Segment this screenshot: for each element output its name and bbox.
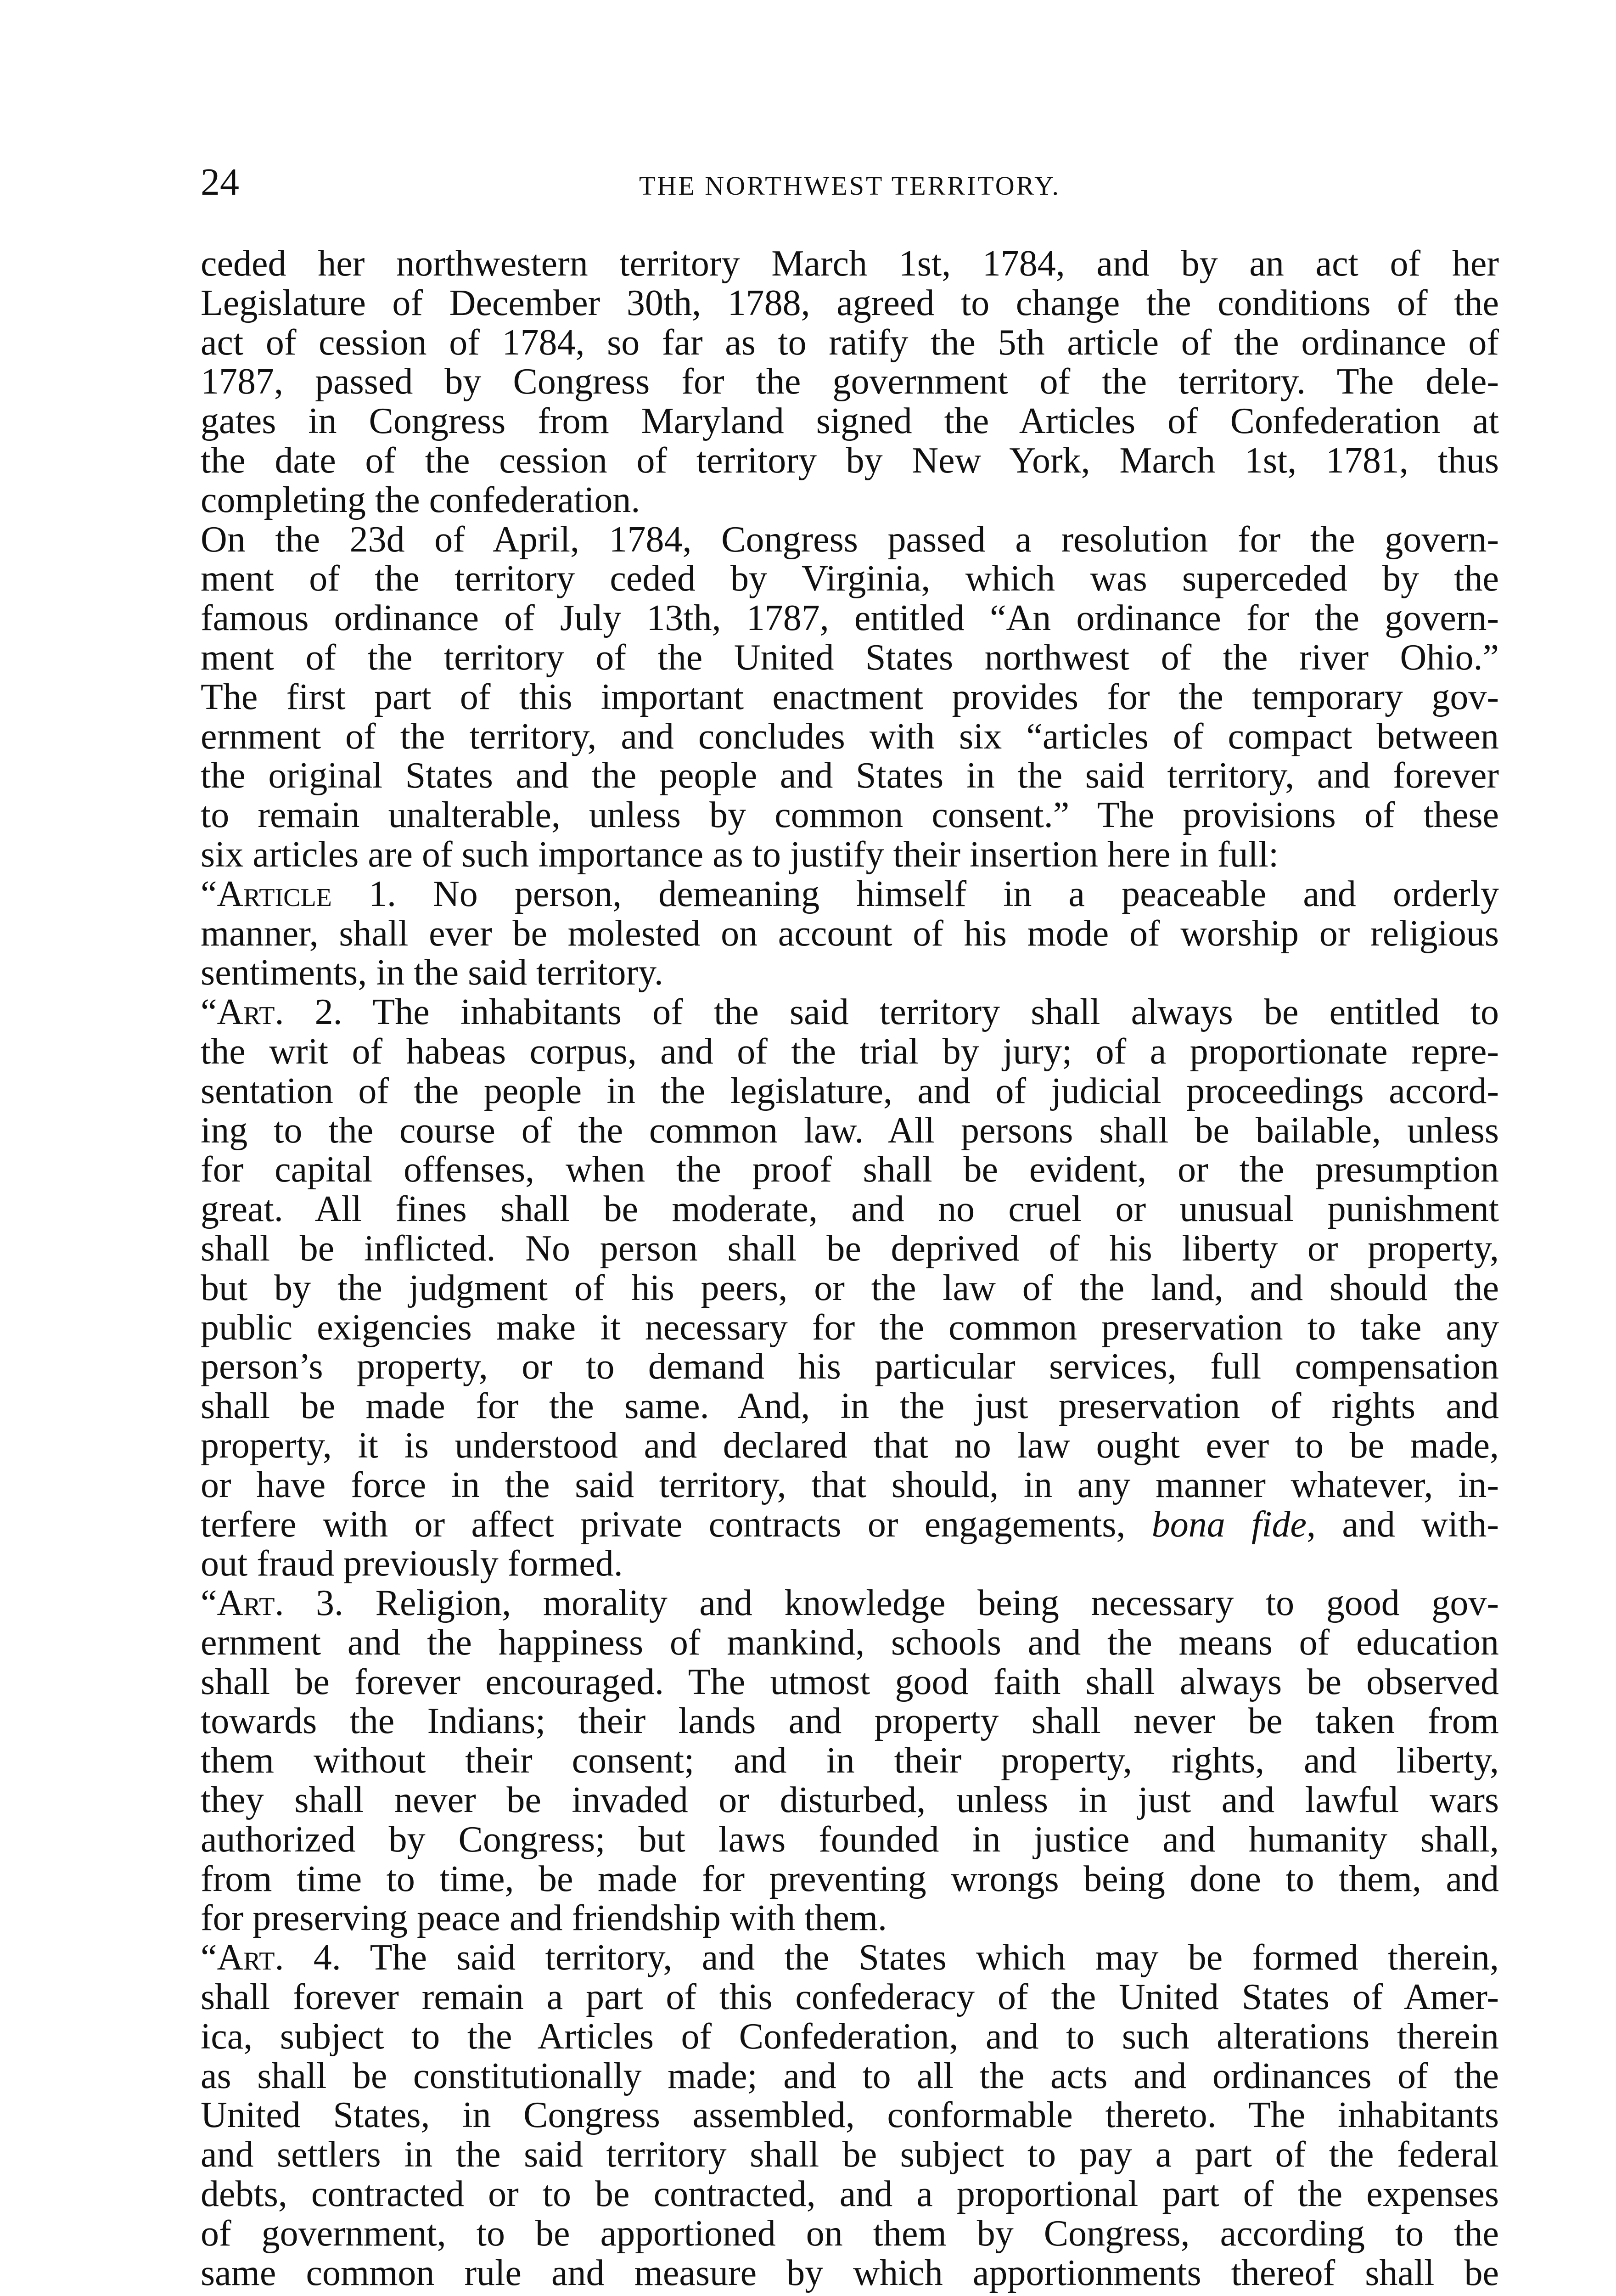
text-line [201, 520, 1499, 560]
text-line [201, 1623, 1499, 1663]
text-line [201, 1387, 1499, 1426]
text-line [201, 402, 1499, 441]
line-text: but by the judgment of his peers, or the law of the land, and should the [201, 1267, 1499, 1308]
article-heading: “Art. 4. [201, 1937, 341, 1978]
text-line [201, 1150, 1499, 1190]
line-text: No person, demeaning himself in a peaceable and orderly [396, 873, 1499, 914]
text-line [201, 1663, 1499, 1702]
text-line [201, 1860, 1499, 1899]
line-text: the writ of habeas corpus, and of the trial by jury; of a proportionate repre- [201, 1031, 1499, 1072]
text-line [201, 796, 1499, 835]
line-text: shall be inflicted. No person shall be deprived of his liberty or property, [201, 1228, 1499, 1269]
text-line [201, 717, 1499, 757]
line-text: the original States and the people and States in the said territory, and forever [201, 755, 1499, 796]
line-text: as shall be constitutionally made; and to all the acts and ordinances of the [201, 2055, 1499, 2096]
line-text: gates in Congress from Maryland signed the Articles of Confederation at [201, 401, 1499, 442]
text-line [201, 678, 1499, 717]
page-number: 24 [201, 161, 239, 203]
line-text: The first part of this important enactment provides for the temporary gov- [201, 676, 1499, 717]
line-text: ernment of the territory, and concludes with six “articles of compact between [201, 716, 1499, 757]
line-text: same common rule and measure by which apportionments thereof shall be [201, 2252, 1499, 2293]
line-text: terfere with or affect private contracts or engagements, [201, 1504, 1152, 1545]
text-line [201, 875, 1499, 914]
text-line [201, 1938, 1499, 1978]
line-text: to remain unalterable, unless by common consent.” The provisions of these [201, 795, 1499, 836]
text-line [201, 1899, 1499, 1938]
line-text: , and with- [1307, 1504, 1499, 1545]
text-line [201, 1269, 1499, 1308]
line-text: famous ordinance of July 13th, 1787, entitled “An ordinance for the govern- [201, 598, 1499, 639]
line-text: manner, shall ever be molested on account of his mode of worship or religious [201, 913, 1499, 954]
text-line [201, 2096, 1499, 2135]
line-text: The inhabitants of the said territory shall always be entitled to [342, 992, 1499, 1033]
text-line [201, 2135, 1499, 2175]
line-text: ing to the course of the common law. All persons shall be bailable, unless [201, 1110, 1499, 1151]
text-line [201, 441, 1499, 481]
line-text: act of cession of 1784, so far as to ratify the 5th article of the ordinance of [201, 322, 1499, 363]
text-line [201, 1505, 1499, 1545]
text-line [201, 2017, 1499, 2057]
text-line [201, 914, 1499, 954]
text-line [201, 993, 1499, 1032]
running-title: THE NORTHWEST TERRITORY. [639, 171, 1060, 201]
line-text: the date of the cession of territory by New York, March 1st, 1781, thus [201, 440, 1499, 481]
text-line [201, 835, 1499, 875]
line-text: United States, in Congress assembled, conformable thereto. The inhabitants [201, 2095, 1499, 2136]
line-text: six articles are of such importance as to justify their insertion here in full: [201, 834, 1279, 875]
text-line [201, 1111, 1499, 1151]
line-text: out fraud previously formed. [201, 1543, 623, 1584]
text-line [201, 1308, 1499, 1348]
line-text: debts, contracted or to be contracted, and a proportional part of the expenses [201, 2174, 1499, 2215]
text-line [201, 1820, 1499, 1860]
line-text: ica, subject to the Articles of Confederation, and to such alterations therein [201, 2016, 1499, 2057]
line-text: completing the confederation. [201, 479, 640, 520]
text-line [201, 284, 1499, 323]
text-line [201, 2254, 1499, 2293]
text-line [201, 1702, 1499, 1741]
text-line [201, 362, 1499, 402]
line-text: towards the Indians; their lands and property shall never be taken from [201, 1701, 1499, 1742]
line-text: ment of the territory of the United States northwest of the river Ohio.” [201, 637, 1499, 678]
text-line [201, 559, 1499, 599]
line-text: and settlers in the said territory shall be subject to pay a part of the federal [201, 2134, 1499, 2175]
line-text: ernment and the happiness of mankind, schools and the means of education [201, 1622, 1499, 1663]
line-text: sentiments, in the said territory. [201, 952, 663, 993]
text-line [201, 1978, 1499, 2017]
article-heading: “Art. 3. [201, 1583, 344, 1624]
line-text: Religion, morality and knowledge being necessary to good gov- [343, 1583, 1499, 1624]
line-text: ment of the territory ceded by Virginia, which was superceded by the [201, 558, 1499, 599]
line-text: shall forever remain a part of this confederacy of the United States of Amer- [201, 1977, 1499, 2018]
line-text: sentation of the people in the legislature, and of judicial proceedings accord- [201, 1070, 1499, 1111]
text-line [201, 2214, 1499, 2254]
text-line [201, 1190, 1499, 1229]
line-text: 1787, passed by Congress for the government of the territory. The dele- [201, 361, 1499, 402]
line-text: them without their consent; and in their property, rights, and liberty, [201, 1740, 1499, 1781]
line-text: Legislature of December 30th, 1788, agreed to change the conditions of the [201, 282, 1499, 323]
text-line [201, 1229, 1499, 1269]
text-line [201, 1347, 1499, 1387]
page-header [201, 162, 1499, 203]
line-text: from time to time, be made for preventing wrongs being done to them, and [201, 1858, 1499, 1899]
text-line [201, 1426, 1499, 1466]
body-text [201, 244, 1499, 2293]
line-text: of government, to be apportioned on them by Congress, according to the [201, 2213, 1499, 2254]
line-text: shall be made for the same. And, in the just preservation of rights and [201, 1386, 1499, 1427]
line-text: property, it is understood and declared that no law ought ever to be made, [201, 1425, 1499, 1466]
text-line [201, 2057, 1499, 2096]
text-line [201, 323, 1499, 363]
text-line [201, 1032, 1499, 1072]
line-text: public exigencies make it necessary for the common preservation to take any [201, 1307, 1499, 1348]
text-line [201, 1072, 1499, 1111]
italic-text: bona fide [1151, 1504, 1307, 1545]
text-line [201, 953, 1499, 993]
text-line [201, 2175, 1499, 2214]
line-text: great. All fines shall be moderate, and no cruel or unusual punishment [201, 1189, 1499, 1230]
line-text: for preserving peace and friendship with them. [201, 1898, 887, 1939]
text-line [201, 756, 1499, 796]
line-text: shall be forever encouraged. The utmost good faith shall always be observed [201, 1661, 1499, 1702]
line-text: for capital offenses, when the proof shall be evident, or the presumption [201, 1149, 1499, 1190]
text-line [201, 599, 1499, 638]
text-line [201, 638, 1499, 678]
text-line [201, 1584, 1499, 1623]
text-line [201, 1781, 1499, 1820]
text-line [201, 1466, 1499, 1505]
text-line [201, 1741, 1499, 1781]
line-text: The said territory, and the States which may be formed therein, [341, 1937, 1499, 1978]
line-text: person’s property, or to demand his particular services, full compensation [201, 1346, 1499, 1387]
line-text: ceded her northwestern territory March 1st, 1784, and by an act of her [201, 243, 1499, 284]
text-line [201, 481, 1499, 520]
text-line [201, 1544, 1499, 1584]
line-text: On the 23d of April, 1784, Congress passed a resolution for the govern- [201, 519, 1499, 560]
line-text: or have force in the said territory, that should, in any manner whatever, in- [201, 1464, 1499, 1505]
line-text: they shall never be invaded or disturbed, unless in just and lawful wars [201, 1780, 1499, 1821]
text-line [201, 244, 1499, 284]
line-text: authorized by Congress; but laws founded in justice and humanity shall, [201, 1819, 1499, 1860]
article-heading: “Article 1. [201, 873, 396, 914]
article-heading: “Art. 2. [201, 992, 342, 1033]
